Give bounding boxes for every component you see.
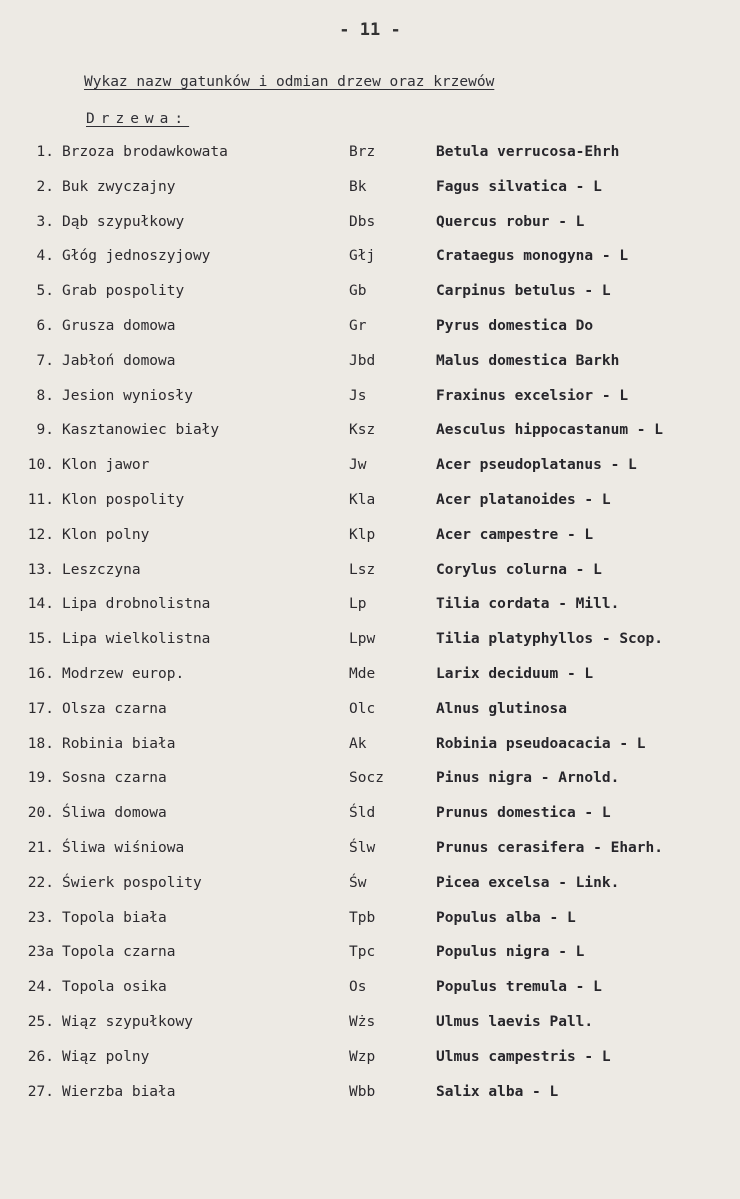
list-item xyxy=(0,662,740,686)
latin-name: Corylus colurna - L xyxy=(436,561,602,578)
latin-name: Prunus domestica - L xyxy=(436,805,611,822)
abbreviation: Js xyxy=(349,387,367,404)
abbreviation: Bk xyxy=(349,178,367,195)
list-item xyxy=(0,349,740,373)
section-heading-text: Drzewa: xyxy=(86,111,190,127)
abbreviation: Ksz xyxy=(349,422,376,439)
list-item xyxy=(0,418,740,442)
polish-name: Wiąz szypułkowy xyxy=(62,1014,193,1030)
list-item xyxy=(0,801,740,825)
item-number: 26. xyxy=(27,1048,54,1065)
item-number: 14. xyxy=(27,596,54,613)
item-number: 16. xyxy=(27,666,54,682)
latin-name: Betula verrucosa-Ehrh xyxy=(436,144,620,160)
abbreviation: Ślw xyxy=(349,840,376,856)
latin-name: Acer campestre - L xyxy=(436,526,594,543)
item-number: 13. xyxy=(27,561,54,578)
list-item xyxy=(0,697,740,721)
latin-name: Carpinus betulus - L xyxy=(436,283,611,300)
list-item xyxy=(0,453,740,477)
abbreviation: Lsz xyxy=(349,561,376,578)
list-item xyxy=(0,384,740,408)
item-number: 24. xyxy=(27,979,54,996)
item-number: 9. xyxy=(36,422,54,439)
item-number: 15. xyxy=(27,631,54,648)
abbreviation: Wzp xyxy=(349,1048,376,1065)
item-number: 18. xyxy=(27,735,54,752)
list-item xyxy=(0,175,740,199)
abbreviation: Wżs xyxy=(349,1014,376,1030)
list-item xyxy=(0,836,740,860)
polish-name: Topola czarna xyxy=(62,944,176,961)
latin-name: Aesculus hippocastanum - L xyxy=(436,422,663,439)
latin-name: Crataegus monogyna - L xyxy=(436,248,629,265)
abbreviation: Ak xyxy=(349,735,367,752)
abbreviation: Os xyxy=(349,979,367,996)
list-item xyxy=(0,558,740,582)
abbreviation: Lp xyxy=(349,596,367,613)
abbreviation: Jw xyxy=(349,457,367,474)
abbreviation: Tpc xyxy=(349,944,376,961)
item-number: 11. xyxy=(27,492,54,508)
latin-name: Fagus silvatica - L xyxy=(436,178,602,195)
abbreviation: Socz xyxy=(349,770,384,787)
polish-name: Jabłoń domowa xyxy=(62,352,176,369)
abbreviation: Olc xyxy=(349,700,376,717)
list-item xyxy=(0,140,740,164)
list-item xyxy=(0,523,740,547)
item-number: 10. xyxy=(27,457,54,474)
item-number: 2. xyxy=(36,178,54,195)
latin-name: Fraxinus excelsior - L xyxy=(436,387,629,404)
abbreviation: Gr xyxy=(349,318,367,334)
list-item xyxy=(0,1010,740,1034)
item-number: 27. xyxy=(27,1083,54,1100)
abbreviation: Lpw xyxy=(349,631,376,648)
latin-name: Picea excelsa - Link. xyxy=(436,874,620,891)
latin-name: Robinia pseudoacacia - L xyxy=(436,735,646,752)
item-number: 5. xyxy=(36,283,54,300)
list-item xyxy=(0,766,740,790)
abbreviation: Głj xyxy=(349,248,376,265)
polish-name: Grusza domowa xyxy=(62,318,176,334)
polish-name: Wiąz polny xyxy=(62,1048,150,1065)
polish-name: Topola osika xyxy=(62,979,167,996)
polish-name: Modrzew europ. xyxy=(62,666,185,682)
list-item xyxy=(0,279,740,303)
polish-name: Buk zwyczajny xyxy=(62,178,176,195)
abbreviation: Kla xyxy=(349,492,376,508)
list-item xyxy=(0,1045,740,1069)
list-item xyxy=(0,1080,740,1104)
item-number: 7. xyxy=(36,352,54,369)
item-number: 4. xyxy=(36,248,54,265)
document-title: Wykaz nazw gatunków i odmian drzew oraz krzewów xyxy=(84,74,495,90)
polish-name: Jesion wyniosły xyxy=(62,387,193,404)
item-number: 12. xyxy=(27,526,54,543)
polish-name: Śliwa domowa xyxy=(62,805,167,822)
latin-name: Acer pseudoplatanus - L xyxy=(436,457,637,474)
latin-name: Alnus glutinosa xyxy=(436,700,567,717)
latin-name: Populus nigra - L xyxy=(436,944,585,961)
polish-name: Kasztanowiec biały xyxy=(62,422,220,439)
abbreviation: Brz xyxy=(349,144,376,160)
item-number: 23. xyxy=(27,909,54,926)
abbreviation: Jbd xyxy=(349,352,376,369)
polish-name: Sosna czarna xyxy=(62,770,167,787)
list-item xyxy=(0,871,740,895)
item-number: 25. xyxy=(27,1014,54,1030)
latin-name: Pinus nigra - Arnold. xyxy=(436,770,620,787)
latin-name: Prunus cerasifera - Eharh. xyxy=(436,840,663,856)
item-number: 8. xyxy=(36,387,54,404)
list-item xyxy=(0,627,740,651)
list-item xyxy=(0,210,740,234)
polish-name: Lipa wielkolistna xyxy=(62,631,211,648)
abbreviation: Mde xyxy=(349,666,376,682)
item-number: 22. xyxy=(27,874,54,891)
latin-name: Pyrus domestica Do xyxy=(436,318,594,334)
abbreviation: Tpb xyxy=(349,909,376,926)
latin-name: Populus tremula - L xyxy=(436,979,602,996)
polish-name: Klon pospolity xyxy=(62,492,185,508)
polish-name: Klon polny xyxy=(62,526,150,543)
item-number: 17. xyxy=(27,700,54,717)
polish-name: Topola biała xyxy=(62,909,167,926)
item-number: 20. xyxy=(27,805,54,822)
latin-name: Populus alba - L xyxy=(436,909,576,926)
polish-name: Brzoza brodawkowata xyxy=(62,144,228,160)
polish-name: Grab pospolity xyxy=(62,283,185,300)
polish-name: Dąb szypułkowy xyxy=(62,213,185,230)
list-item xyxy=(0,244,740,268)
list-item xyxy=(0,314,740,338)
abbreviation: Gb xyxy=(349,283,367,300)
list-item xyxy=(0,732,740,756)
latin-name: Quercus robur - L xyxy=(436,213,585,230)
list-item xyxy=(0,488,740,512)
abbreviation: Klp xyxy=(349,526,376,543)
polish-name: Klon jawor xyxy=(62,457,150,474)
list-item xyxy=(0,975,740,999)
latin-name: Tilia platyphyllos - Scop. xyxy=(436,631,663,648)
page-number: - 11 - xyxy=(339,20,401,40)
item-number: 23a xyxy=(27,944,54,961)
list-item xyxy=(0,592,740,616)
item-number: 1. xyxy=(36,144,54,160)
abbreviation: Dbs xyxy=(349,213,376,230)
latin-name: Tilia cordata - Mill. xyxy=(436,596,620,613)
latin-name: Acer platanoides - L xyxy=(436,492,611,508)
polish-name: Robinia biała xyxy=(62,735,176,752)
abbreviation: Wbb xyxy=(349,1083,376,1100)
polish-name: Lipa drobnolistna xyxy=(62,596,211,613)
item-number: 21. xyxy=(27,840,54,856)
latin-name: Ulmus laevis Pall. xyxy=(436,1014,594,1030)
polish-name: Świerk pospolity xyxy=(62,874,202,891)
abbreviation: Śld xyxy=(349,805,376,822)
latin-name: Ulmus campestris - L xyxy=(436,1048,611,1065)
polish-name: Leszczyna xyxy=(62,561,141,578)
list-item xyxy=(0,906,740,930)
item-number: 3. xyxy=(36,213,54,230)
item-number: 19. xyxy=(27,770,54,787)
polish-name: Olsza czarna xyxy=(62,700,167,717)
latin-name: Malus domestica Barkh xyxy=(436,352,620,369)
list-item xyxy=(0,940,740,964)
abbreviation: Św xyxy=(349,874,367,891)
latin-name: Salix alba - L xyxy=(436,1083,559,1100)
latin-name: Larix deciduum - L xyxy=(436,666,594,682)
item-number: 6. xyxy=(36,318,54,334)
polish-name: Wierzba biała xyxy=(62,1083,176,1100)
polish-name: Głóg jednoszyjowy xyxy=(62,248,211,265)
polish-name: Śliwa wiśniowa xyxy=(62,840,185,856)
